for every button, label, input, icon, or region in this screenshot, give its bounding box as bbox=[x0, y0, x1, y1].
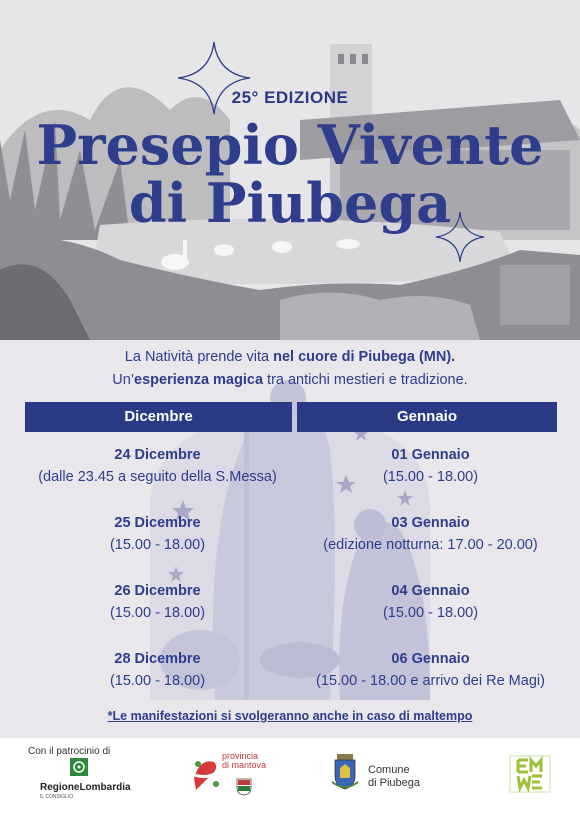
page-title-line1: Presepio Vivente bbox=[36, 113, 544, 177]
entry-date: 06 Gennaio bbox=[391, 651, 470, 667]
header-photo bbox=[0, 0, 580, 340]
schedule-entry bbox=[293, 648, 568, 692]
edition-label: 25° EDIZIONE bbox=[231, 88, 349, 107]
comune-crest-icon bbox=[330, 752, 360, 792]
entry-time: (15.00 - 18.00) bbox=[109, 673, 206, 689]
intro-highlight: esperienza magica bbox=[134, 372, 264, 388]
comune-text: Comune di Piubega bbox=[368, 764, 420, 789]
intro-highlight: nel cuore di Piubega (MN). bbox=[273, 349, 456, 365]
entry-date: 24 Dicembre bbox=[114, 447, 201, 463]
entry-time: (15.00 - 18.00) bbox=[382, 605, 479, 621]
regione-name: RegioneLombardia bbox=[40, 782, 131, 793]
schedule-entry bbox=[15, 648, 300, 692]
entry-time: (15.00 - 18.00) bbox=[382, 469, 479, 485]
provincia-text: provincia di mantova bbox=[222, 751, 267, 770]
intro-text: tra antichi mestieri e tradizione. bbox=[263, 372, 468, 388]
intro-text: Un’ bbox=[112, 372, 135, 388]
month-header-gennaio: Gennaio bbox=[297, 402, 557, 432]
intro-line-1 bbox=[0, 349, 580, 365]
provincia-mantova-logo bbox=[190, 754, 222, 796]
weather-note: *Le manifestazioni si svolgeranno anche in caso di maltempo bbox=[107, 709, 473, 723]
emw-logo bbox=[508, 752, 552, 796]
schedule-entry bbox=[15, 444, 300, 488]
entry-date: 28 Dicembre bbox=[114, 651, 201, 667]
schedule-entry bbox=[293, 444, 568, 488]
entry-time: (15.00 - 18.00) bbox=[109, 605, 206, 621]
regione-lombardia-logo bbox=[70, 758, 88, 776]
footer-sponsors bbox=[0, 738, 580, 814]
intro-text: La Natività prende vita bbox=[124, 349, 274, 365]
entry-time: (15.00 - 18.00) bbox=[109, 537, 206, 553]
schedule-entry bbox=[15, 580, 300, 624]
entry-time: (dalle 23.45 a seguito della S.Messa) bbox=[38, 469, 277, 485]
mantova-crest-icon bbox=[236, 778, 252, 796]
schedule-entry bbox=[15, 512, 300, 556]
page-title-line2: di Piubega bbox=[128, 171, 452, 235]
entry-time: (15.00 - 18.00 e arrivo dei Re Magi) bbox=[316, 673, 545, 689]
entry-date: 03 Gennaio bbox=[391, 515, 470, 531]
entry-date: 26 Dicembre bbox=[114, 583, 201, 599]
entry-time: (edizione notturna: 17.00 - 20.00) bbox=[323, 537, 538, 553]
entry-date: 25 Dicembre bbox=[114, 515, 201, 531]
schedule-entry bbox=[293, 580, 568, 624]
schedule-entry bbox=[293, 512, 568, 556]
patrocinio-label: Con il patrocinio di bbox=[28, 746, 111, 757]
regione-sub: IL CONSIGLIO bbox=[40, 794, 74, 800]
entry-date: 04 Gennaio bbox=[391, 583, 470, 599]
entry-date: 01 Gennaio bbox=[391, 447, 470, 463]
intro-line-2 bbox=[0, 372, 580, 388]
month-header-dicembre: Dicembre bbox=[25, 402, 292, 432]
